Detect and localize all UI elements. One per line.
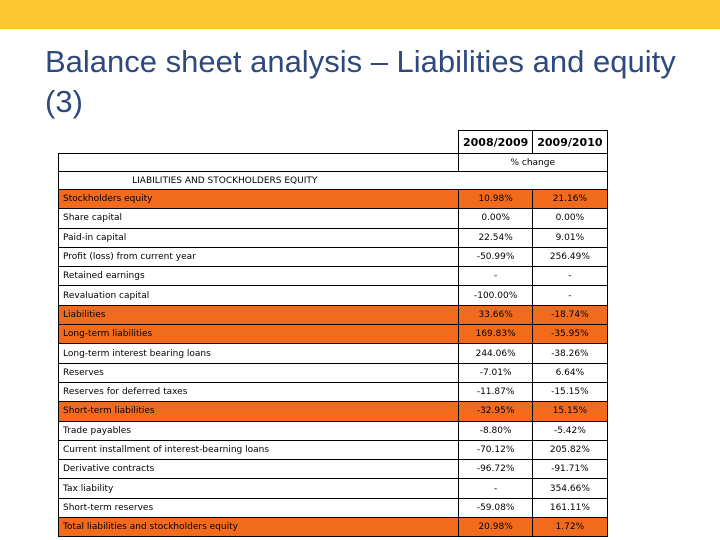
row-label: Share capital bbox=[59, 209, 459, 228]
table-row bbox=[59, 267, 608, 286]
row-label: Revaluation capital bbox=[59, 286, 459, 305]
row-value-2008-2009: -96.72% bbox=[459, 460, 533, 479]
row-value-2009-2010: - bbox=[533, 286, 607, 305]
row-value-2009-2010: -5.42% bbox=[533, 421, 607, 440]
table-row bbox=[59, 325, 608, 344]
row-value-2009-2010: 354.66% bbox=[533, 479, 607, 498]
table-row bbox=[59, 286, 608, 305]
row-value-2008-2009: - bbox=[459, 267, 533, 286]
table-row bbox=[59, 440, 608, 459]
row-value-2009-2010: -38.26% bbox=[533, 344, 607, 363]
table-row bbox=[59, 190, 608, 209]
row-value-2008-2009: 10.98% bbox=[459, 190, 533, 209]
row-value-2008-2009: 169.83% bbox=[459, 325, 533, 344]
table-row bbox=[59, 344, 608, 363]
table-row bbox=[59, 402, 608, 421]
table-row bbox=[59, 479, 608, 498]
row-value-2009-2010: 21.16% bbox=[533, 190, 607, 209]
row-value-2008-2009: -70.12% bbox=[459, 440, 533, 459]
row-label: Profit (loss) from current year bbox=[59, 247, 459, 266]
row-value-2008-2009: -50.99% bbox=[459, 247, 533, 266]
table-row bbox=[59, 382, 608, 401]
row-value-2009-2010: -91.71% bbox=[533, 460, 607, 479]
row-value-2009-2010: -15.15% bbox=[533, 382, 607, 401]
row-value-2009-2010: 1.72% bbox=[533, 518, 607, 537]
change-table-container bbox=[58, 130, 608, 537]
table-row bbox=[59, 228, 608, 247]
row-value-2009-2010: 161.11% bbox=[533, 498, 607, 517]
row-label: Derivative contracts bbox=[59, 460, 459, 479]
row-label: Paid-in capital bbox=[59, 228, 459, 247]
row-value-2008-2009: 22.54% bbox=[459, 228, 533, 247]
row-value-2009-2010: - bbox=[533, 267, 607, 286]
row-value-2009-2010: -35.95% bbox=[533, 325, 607, 344]
top-accent-bar bbox=[0, 0, 720, 29]
section-row bbox=[59, 172, 608, 190]
row-label: Long-term liabilities bbox=[59, 325, 459, 344]
row-value-2008-2009: -11.87% bbox=[459, 382, 533, 401]
row-value-2009-2010: -18.74% bbox=[533, 305, 607, 324]
row-label: Current installment of interest-bearning loans bbox=[59, 440, 459, 459]
section-label: LIABILITIES AND STOCKHOLDERS EQUITY bbox=[59, 172, 608, 190]
table-row bbox=[59, 363, 608, 382]
row-label: Short-term liabilities bbox=[59, 402, 459, 421]
row-value-2009-2010: 9.01% bbox=[533, 228, 607, 247]
table-row bbox=[59, 247, 608, 266]
row-value-2008-2009: 244.06% bbox=[459, 344, 533, 363]
row-value-2009-2010: 205.82% bbox=[533, 440, 607, 459]
page-title: Balance sheet analysis – Liabilities and equity (3) bbox=[45, 44, 676, 119]
row-value-2009-2010: 0.00% bbox=[533, 209, 607, 228]
header-corner-cell bbox=[59, 131, 459, 154]
table-row bbox=[59, 421, 608, 440]
row-label: Trade payables bbox=[59, 421, 459, 440]
table-row bbox=[59, 518, 608, 537]
change-table bbox=[58, 130, 608, 537]
column-header-2009-2010: 2009/2010 bbox=[533, 131, 607, 154]
row-value-2008-2009: 20.98% bbox=[459, 518, 533, 537]
table-row bbox=[59, 460, 608, 479]
row-value-2008-2009: -32.95% bbox=[459, 402, 533, 421]
unit-label: % change bbox=[459, 154, 608, 172]
row-value-2008-2009: -59.08% bbox=[459, 498, 533, 517]
column-header-row bbox=[59, 131, 608, 154]
unit-row bbox=[59, 154, 608, 172]
row-value-2008-2009: -7.01% bbox=[459, 363, 533, 382]
row-label: Liabilities bbox=[59, 305, 459, 324]
row-label: Total liabilities and stockholders equity bbox=[59, 518, 459, 537]
row-value-2008-2009: 0.00% bbox=[459, 209, 533, 228]
table-row bbox=[59, 305, 608, 324]
row-value-2008-2009: - bbox=[459, 479, 533, 498]
row-value-2008-2009: -8.80% bbox=[459, 421, 533, 440]
row-label: Reserves for deferred taxes bbox=[59, 382, 459, 401]
table-row bbox=[59, 209, 608, 228]
row-label: Long-term interest bearing loans bbox=[59, 344, 459, 363]
row-label: Short-term reserves bbox=[59, 498, 459, 517]
row-label: Reserves bbox=[59, 363, 459, 382]
row-value-2008-2009: 33.66% bbox=[459, 305, 533, 324]
row-value-2009-2010: 256.49% bbox=[533, 247, 607, 266]
table-row bbox=[59, 498, 608, 517]
row-value-2009-2010: 6.64% bbox=[533, 363, 607, 382]
column-header-2008-2009: 2008/2009 bbox=[459, 131, 533, 154]
row-value-2008-2009: -100.00% bbox=[459, 286, 533, 305]
row-label: Retained earnings bbox=[59, 267, 459, 286]
unit-row-blank bbox=[59, 154, 459, 172]
row-value-2009-2010: 15.15% bbox=[533, 402, 607, 421]
row-label: Stockholders equity bbox=[59, 190, 459, 209]
row-label: Tax liability bbox=[59, 479, 459, 498]
